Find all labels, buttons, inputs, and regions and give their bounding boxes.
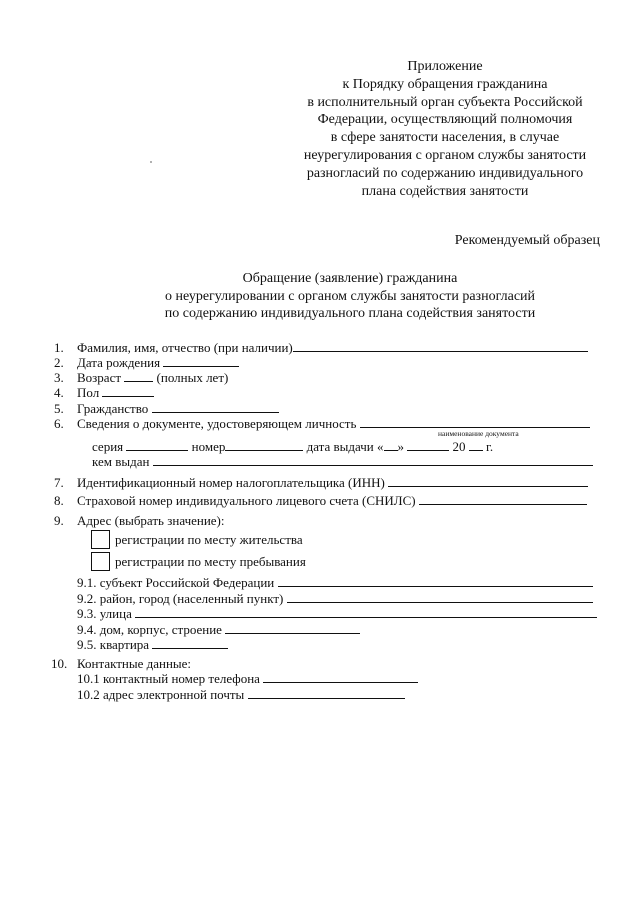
title-line: по содержанию индивидуального плана содействия занятости <box>164 306 536 322</box>
field-label: Возраст <box>77 370 122 385</box>
field-number: 10. <box>51 656 68 671</box>
field-label: Идентификационный номер налогоплательщика (ИНН) <box>77 475 385 490</box>
title-line: Обращение (заявление) гражданина <box>242 271 458 286</box>
inn-blank[interactable] <box>388 475 588 487</box>
house-blank[interactable] <box>225 622 360 634</box>
address-house-row <box>77 622 360 638</box>
birth-date-blank[interactable] <box>163 355 239 367</box>
field-age <box>77 370 228 386</box>
city-blank[interactable] <box>287 591 593 603</box>
field-number: 4. <box>54 385 64 400</box>
appendix-header <box>250 58 640 200</box>
field-number: 1. <box>54 340 64 355</box>
appendix-line: разногласий по содержанию индивидуального <box>306 165 584 181</box>
stay-registration-checkbox[interactable] <box>91 552 110 571</box>
series-blank[interactable] <box>126 439 188 451</box>
issued-by-row <box>92 454 593 470</box>
title-line: о неурегулировании с органом службы занятости разногласий <box>164 288 536 304</box>
apartment-blank[interactable] <box>152 637 228 649</box>
appendix-line: плана содействия занятости <box>361 183 529 199</box>
field-label: 9.2. район, город (населенный пункт) <box>77 591 284 606</box>
field-number: 5. <box>54 401 64 416</box>
field-label: 9.4. дом, корпус, строение <box>77 622 222 637</box>
field-label: 9.1. субъект Российской Федерации <box>77 575 275 590</box>
issue-month-blank[interactable] <box>407 439 449 451</box>
document-name-caption: наименование документа <box>438 429 519 438</box>
issued-by-label: кем выдан <box>92 454 150 469</box>
appendix-line: неурегулирования с органом службы занятости <box>303 147 587 163</box>
field-label: 10.2 адрес электронной почты <box>77 687 245 702</box>
appendix-line: в сфере занятости населения, в случае <box>330 130 560 146</box>
address-apartment-row <box>77 637 228 653</box>
field-label: 9.3. улица <box>77 606 132 621</box>
field-number: 7. <box>54 475 64 490</box>
full-name-blank[interactable] <box>293 340 588 352</box>
snils-blank[interactable] <box>419 493 587 505</box>
document-details-row <box>92 439 493 455</box>
appendix-line: Федерации, осуществляющий полномочия <box>317 112 573 128</box>
phone-blank[interactable] <box>263 671 418 683</box>
appendix-line: к Порядку обращения гражданина <box>342 76 548 92</box>
number-label: номер <box>191 439 226 454</box>
number-blank[interactable] <box>225 439 303 451</box>
field-label: Сведения о документе, удостоверяющем личность <box>77 416 357 431</box>
region-blank[interactable] <box>278 575 593 587</box>
field-address: Адрес (выбрать значение): <box>77 513 225 528</box>
contact-phone-row <box>77 671 418 687</box>
field-number: 3. <box>54 370 64 385</box>
address-region-row <box>77 575 593 591</box>
field-number: 9. <box>54 513 64 528</box>
field-label: Дата рождения <box>77 355 161 370</box>
appendix-line: в исполнительный орган субъекта Российской <box>307 94 583 110</box>
appendix-line: Приложение <box>407 59 483 74</box>
field-birth-date <box>77 355 239 371</box>
issue-year-blank[interactable] <box>469 439 483 451</box>
field-inn <box>77 475 588 491</box>
field-label: Страховой номер индивидуального лицевого счета (СНИЛС) <box>77 493 416 508</box>
field-label: 9.5. квартира <box>77 637 150 652</box>
field-number: 2. <box>54 355 64 370</box>
field-label: 10.1 контактный номер телефона <box>77 671 260 686</box>
field-label: Фамилия, имя, отчество (при наличии) <box>77 340 293 355</box>
residence-registration-checkbox[interactable] <box>91 530 110 549</box>
scan-speck <box>150 161 152 163</box>
issued-by-blank[interactable] <box>153 454 593 466</box>
quote-close: » <box>397 439 404 454</box>
sex-blank[interactable] <box>102 385 154 397</box>
field-label: Пол <box>77 385 100 400</box>
issue-date-label: дата выдачи « <box>306 439 384 454</box>
address-street-row <box>77 606 597 622</box>
street-blank[interactable] <box>135 606 597 618</box>
field-full-name <box>77 340 588 356</box>
document-name-blank[interactable] <box>360 416 590 428</box>
field-label: Гражданство <box>77 401 149 416</box>
age-suffix: (полных лет) <box>156 370 229 385</box>
field-citizenship <box>77 401 279 417</box>
field-number: 6. <box>54 416 64 431</box>
age-blank[interactable] <box>124 370 153 382</box>
field-sex <box>77 385 154 401</box>
sample-label: Рекомендуемый образец <box>454 233 600 248</box>
field-snils <box>77 493 587 509</box>
email-blank[interactable] <box>248 687 405 699</box>
document-title <box>60 270 640 323</box>
checkbox-label: регистрации по месту жительства <box>115 532 303 547</box>
field-number: 8. <box>54 493 64 508</box>
contact-email-row <box>77 687 405 703</box>
issue-day-blank[interactable] <box>384 439 398 451</box>
checkbox-label: регистрации по месту пребывания <box>115 554 306 569</box>
address-city-row <box>77 591 593 607</box>
citizenship-blank[interactable] <box>152 401 279 413</box>
field-contacts: Контактные данные: <box>77 656 192 671</box>
year-suffix: г. <box>486 439 494 454</box>
series-label: серия <box>92 439 124 454</box>
year-prefix: 20 <box>452 439 466 454</box>
